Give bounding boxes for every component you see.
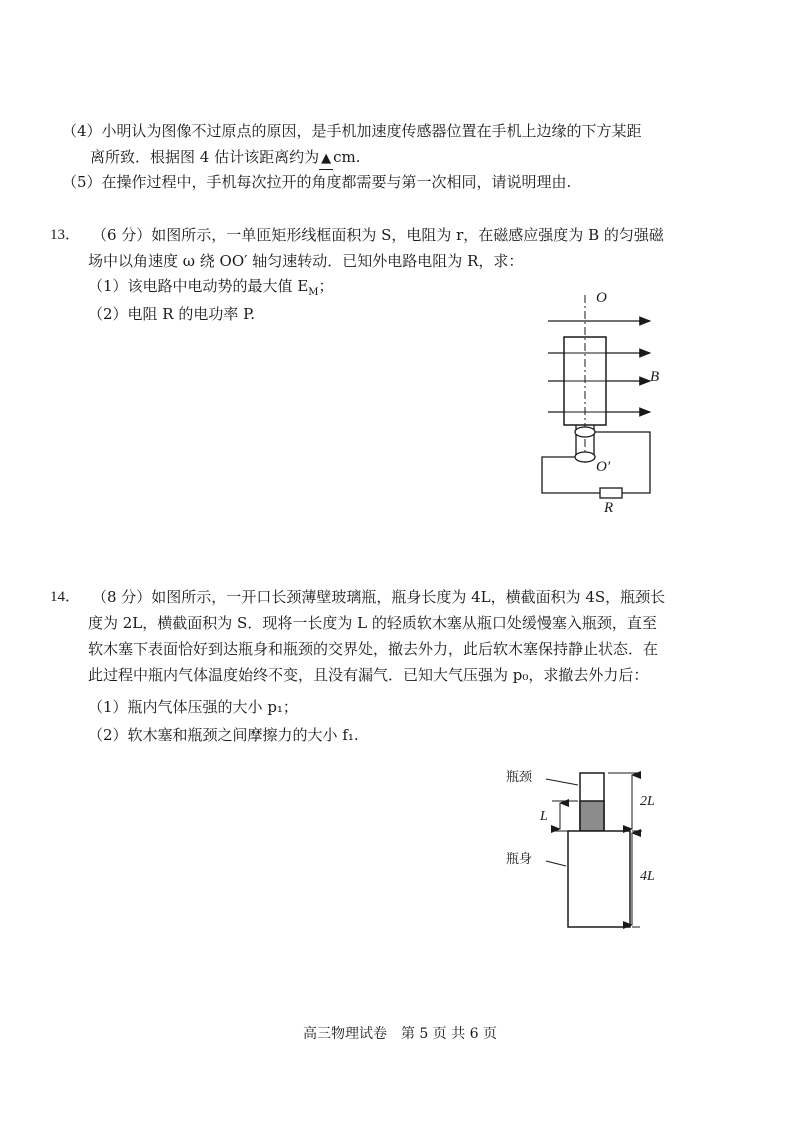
q14-line4: 此过程中瓶内气体温度始终不变，且没有漏气．已知大气压强为 p₀，求撤去外力后： [88, 666, 649, 684]
q14-sub1: （1）瓶内气体压强的大小 p₁； [88, 698, 298, 716]
label-body: 瓶身 [506, 851, 533, 866]
q14-sub2: （2）软木塞和瓶颈之间摩擦力的大小 f₁. [88, 726, 359, 744]
q13-sub1-end: ； [318, 277, 334, 295]
q14-number: 14． [50, 589, 81, 605]
q13-line2: 场中以角速度 ω 绕 OO′ 轴匀速转动．已知外电路电阻为 R，求： [88, 252, 524, 270]
label-l: L [540, 809, 548, 824]
slip-ring-bottom [575, 452, 595, 462]
label-o: O [596, 290, 607, 306]
resistor-r [600, 488, 622, 498]
label-o-prime: O′ [596, 459, 611, 475]
neck-leader [546, 779, 578, 785]
q13-number: 13． [50, 227, 81, 243]
label-2l: 2L [640, 794, 655, 809]
q14-line3: 软木塞下表面恰好到达瓶身和瓶颈的交界处，撤去外力，此后软木塞保持静止状态．在 [88, 640, 659, 658]
label-r: R [604, 500, 614, 516]
q12-part4-line1: （4）小明认为图像不过原点的原因，是手机加速度传感器位置在手机上边缘的下方某距 [62, 122, 642, 140]
bottle-body [568, 831, 630, 927]
q14-line2: 度为 2L，横截面积为 S．现将一长度为 L 的轻质软木塞从瓶口处缓慢塞入瓶颈，直至 [88, 614, 657, 632]
cork [580, 801, 604, 831]
q12-part5: （5）在操作过程中，手机每次拉开的角度都需要与第一次相同，请说明理由. [62, 173, 572, 191]
q12-part4-line2-pre: 离所致．根据图 4 估计该距离约为 [90, 148, 320, 166]
page-footer: 高三物理试卷 第 5 页 共 6 页 [302, 1026, 498, 1042]
q14-figure [500, 765, 690, 940]
q12-answer-blank [319, 147, 333, 170]
slip-ring-top [575, 427, 595, 437]
q14-line1: （8 分）如图所示，一开口长颈薄壁玻璃瓶，瓶身长度为 4L，横截面积为 4S，瓶颈长 [92, 588, 666, 606]
q13-line1: （6 分）如图所示，一单匝矩形线框面积为 S，电阻为 r，在磁感应强度为 B 的匀强磁 [92, 226, 664, 244]
label-4l: 4L [640, 869, 655, 884]
q13-sub1-subscript: M [308, 287, 319, 298]
q13-sub1 [88, 276, 334, 303]
q13-sub2: （2）电阻 R 的电功率 P. [88, 305, 255, 323]
q12-answer-triangle: ▲ [321, 151, 332, 166]
q13-figure [520, 285, 720, 525]
q12-part4-line2-post: cm. [333, 148, 361, 166]
label-b: B [650, 369, 660, 385]
body-leader [546, 861, 566, 866]
label-neck: 瓶颈 [506, 769, 533, 784]
q13-sub1-text: （1）该电路中电动势的最大值 E [88, 277, 309, 295]
q12-part4-line2 [90, 147, 361, 170]
